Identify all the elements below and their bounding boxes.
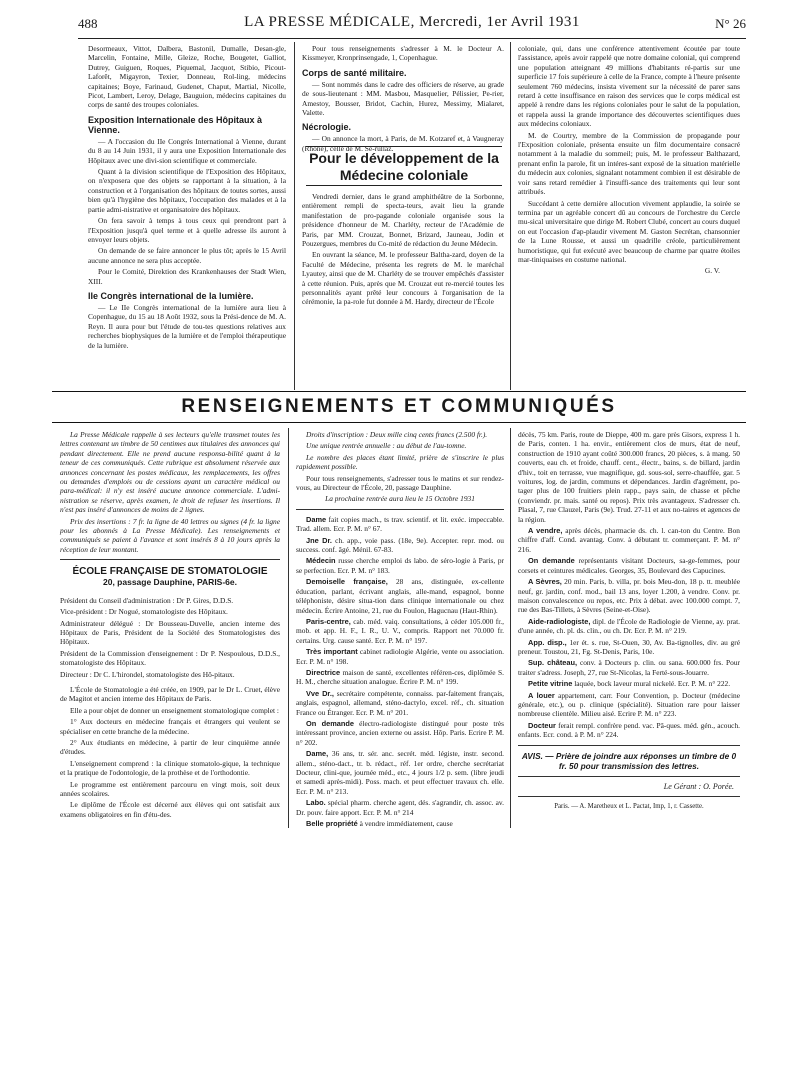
- ad-text: 28 ans, distinguée, ex-cellente éducation, parlant, écrivant anglais, alle-mand, espagnol, bonne téléphoniste, désire situa-tion dans clinique internationale ou chez médecin. Écrire Antoine, 21, rue du Foulon, Hagucnau (Haut-Rhin).: [296, 577, 504, 615]
- ad-text: décès, 75 km. Paris, route de Dieppe, 400 m. gare près Gisors, express 1 h. de Paris, conten. 1 ha. envir., entièrement clos de murs, état de neuf, construction de 1910 ayant coûté 300.000 francs, 20 pièces, s. à mang. 50 couverts, eau ch. et froide, chauff. cent., électr., bains, s. de billard, jardin d'hiv., toit en terrasse, vue magnifique, gd. sous-sol, serre-chauffée, gar. 5 voitures, log. de jardin, communs et dépendances. Jardin d'agrément, po-tager plus de 100 fruitiers plein rapp., pays sain, de chasse et pêche (conviendr. pr. mais. santé ou repos). Prix très avantageux. S'adresser ch. Plasal, 7, rue Clauzel, Paris (9e). Trud. 27-11 et aux no-taires et agences de la région.: [518, 430, 740, 524]
- paragraph: — Le IIe Congrès international de la lumière aura lieu à Copenhague, du 15 au 18 Août 1932, sous la Prési-dence de M. A. Reyn. Il aura pour but l'étude de tou-tes questions relatives aux recherches biophysiques de la lumière et de l'emploi thérapeutique de la lumière.: [88, 302, 286, 350]
- paragraph: — A l'occasion du IIe Congrès International à Vienne, durant du 8 au 14 Juin 1931, il y aura une Exposition Internationale des Hôpitaux avec une divi-sion scientifique et commerciale.: [88, 136, 286, 165]
- admin-line: Directeur : Dr C. L'hirondel, stomatologiste des Hô-pitaux.: [60, 669, 235, 679]
- paragraph: — On annonce la mort, à Paris, de M. Kotzaref et, à Vaugneray (Rhône), celle de M. Se-rullaz.: [302, 134, 504, 153]
- ad-text: conv. à Docteurs p. clin. ou sana. 600.000 frs. Pour traiter s'adress. Joseph, 27, rue St-Nicolas, la Ferté-sous-Jouarre.: [518, 658, 740, 677]
- ad-keyword: Demoiselle française,: [306, 577, 388, 587]
- ad-text: maison de santé, excellentes référen-ces, diplômée S. H. M., cherche situation analogue. Écrire P. M. n° 199.: [296, 667, 504, 687]
- ad-text: 1er ét. s. rue, St-Ouen, 30, Av. Ba-tignolles, div. au gré preneur. Toustou, 21, Fg. St-Denis, Paris, 10e.: [518, 637, 740, 656]
- paragraph: Droits d'inscription : Deux mille cinq cents francs (2.500 fr.).: [306, 430, 488, 439]
- ad-text: après décès, pharmacie ds. ch. l. can-ton du Centre. Bon chiffre d'aff. Cond. avantag. Conv. à débutant tr. commerçant. P. M. n° 216.: [518, 526, 740, 554]
- ad-keyword: On demande: [306, 718, 355, 728]
- ad-keyword: Dame,: [306, 749, 329, 759]
- ad-keyword: Dame: [306, 514, 327, 524]
- ad-text: appartement, carr. Four Convention, p. Docteur (médecine générale, etc.), ou p. clinique (spécialité). Situation rare pour laisser nombreuse clientèle. Milieu aisé. Ecrire P. M. n° 223.: [518, 690, 740, 719]
- ad-text: russe cherche emploi ds labo. de séro-logie à Paris, pr se perfection. Ecr. P. M. n° 183.: [296, 556, 504, 575]
- classified-ad: [296, 577, 504, 615]
- ad-keyword: Jne Dr.: [306, 535, 332, 545]
- ad-keyword: Vve Dr.,: [306, 688, 334, 698]
- section-rule-top: [52, 391, 746, 392]
- section-banner: RENSEIGNEMENTS ET COMMUNIQUÉS: [181, 396, 617, 417]
- issue-number: N° 26: [715, 16, 746, 31]
- classified-ad: [296, 617, 504, 645]
- ad-text: électro-radiologiste distingué pour poste très intéressant province, ancien externe ou assist. Hôp. Paris. Ecrire P. M. n° 202.: [296, 718, 504, 747]
- ad-keyword: App. disp.,: [528, 637, 567, 647]
- paragraph: Pour le Comité, Direktion des Krankenhauses der Stadt Wien, XIII.: [88, 267, 286, 286]
- classified-ad: [296, 556, 504, 575]
- lower-column-3: [518, 430, 740, 830]
- ad-keyword: Belle propriété: [306, 819, 358, 829]
- paragraph: coloniale, qui, dans une conférence attentivement écoutée par toute l'assistance, après avoir rappelé que notre domaine colonial, qui comprend une population atteignant 49 millions d'habitants ré-partis sur une superficie 17 fois supérieure à celle de la France, compte à l'heure présente seulement 760 médecins, insista vivement sur la nécessité de parer sans retard à cette insuffisance en raison des services que le corps médical est appelé à rendre dans les régions coloniales pour le salut de la population, et rappela aussi la grande importance des découvertes scientifiques dues aux médecins coloniaux.: [518, 44, 740, 129]
- ad-text: laquée, bock laveur mural nickelé. Ecr. P. M. n° 222.: [574, 679, 731, 689]
- upper-column-2-top: [302, 44, 504, 153]
- paragraph: L'enseignement comprend : la clinique stomatolo-gique, la technique et la pratique de l'odontologie, de la prothèse et de l'orthodontie.: [60, 758, 280, 778]
- gerant-line: Le Gérant : O. Porée.: [663, 781, 734, 791]
- admin-line: Administrateur délégué : Dr Bousseau-Duvelle, ancien interne des Hôpitaux de Paris, Président de la Société des Stomatologistes des Hôpitaux.: [60, 618, 280, 647]
- admin-line: Président de la Commission d'enseignement : Dr P. Nespoulous, D.D.S., stomatologiste des Hôpitaux.: [60, 648, 280, 668]
- section-heading-exposition: Exposition Internationale des Hôpitaux à Vienne.: [88, 114, 263, 135]
- paragraph: Le programme est entièrement parcouru en vingt mois, soit deux années scolaires.: [60, 779, 280, 798]
- notice-intro: La Presse Médicale rappelle à ses lecteurs qu'elle transmet toutes les lettres contenant un timbre de 50 centimes aux titulaires des annonces qui pendant directement. Elle ne prend aucune responsa-bilité quant à la teneur de ces communiqués. Cette rubrique est absolument réservée aux annonces concernant les postes médicaux, les remplacements, les offres ou demandes d'emplois ou de cessions ayant un caractère médical ou para-médical: il n'y est inséré aucune annonce commerciale. L'admi-nistration se réserve, après examen, le droit de refuser les insertions. Il n'est pas inséré d'annonces de moins de 2 lignes.: [60, 430, 280, 515]
- classified-ad: [296, 719, 504, 747]
- section-rule-bottom: [52, 422, 746, 423]
- journal-title: LA PRESSE MÉDICALE, Mercredi, 1er Avril 1931: [244, 14, 580, 30]
- paragraph: Une unique rentrée annuelle : au début de l'au-tomne.: [306, 441, 467, 451]
- ad-text: dipl. de l'École de Radiologie de Vienne, ay. prat. d'une année, ch. pl. ds. clin., ou ch. Dr. Ecr. P. M. n° 219.: [518, 616, 740, 636]
- classified-ad: [296, 668, 504, 687]
- article-title: Pour le développement de la Médecine coloniale: [309, 150, 499, 183]
- classified-ad: [296, 647, 504, 666]
- paragraph: M. de Courtry, membre de la Commission de propagande pour l'Exposition coloniale, présenta ensuite un film documentaire consacré notamment à la maladie du sommeil; puis, M. le professeur Balthazard, prenant enfin la parole, fit un intéres-sant exposé de la situation matérielle du médecin aux colonies, signalant notamment combien il est désirable de voir sans retard remédier à l'insuffi-sance des traitements qui leur sont attribués.: [518, 130, 740, 197]
- lower-column-1: [60, 430, 280, 830]
- ad-text: fait copies mach., ts trav. scientif. et lit. exéc. impeccable. Trad. allem. Ecr. P. M. n° 67.: [296, 514, 504, 534]
- lower-column-2: [296, 430, 504, 830]
- separator: [60, 559, 280, 560]
- separator: [518, 776, 740, 777]
- paragraph: Elle a pour objet de donner un enseignement stomatologique complet :: [70, 705, 279, 715]
- article-title-box: [306, 146, 502, 186]
- admin-line: Président du Conseil d'administration : Dr P. Gires, D.D.S.: [60, 595, 234, 605]
- ad-text: secrétaire compétente, connaiss. par-faitement français, anglais, espagnol, allemand, sténo-dactylo, excel. réf., ch. situation France ou Étranger. Ecr. P. M. n° 201.: [296, 688, 504, 717]
- section-heading-corps-sante: Corps de santé militaire.: [302, 67, 407, 78]
- paragraph: Quant à la division scientifique de l'Exposition des Hôpitaux, on n'exposera que des objets se rapportant à la situation, à la construction et à l'organisation des hôpitaux de toutes sortes, aussi bien qu'à l'hygiène des hôpitaux, l'occupation des malades et à la partie admi-nistrative et organisatoire des hôpitaux.: [88, 167, 286, 214]
- classified-ad: [518, 679, 740, 688]
- notice-prices: Prix des insertions : 7 fr. la ligne de 40 lettres ou signes (4 fr. la ligne pour les abonnés à La Presse Médicale). Les renseignements et communiqués se paient à l'avance et sont insérés 8 à 10 jours après la réception de leur montant.: [60, 516, 280, 554]
- page-header: [78, 14, 746, 38]
- section-heading-congres-lumiere: IIe Congrès international de la lumière.: [88, 290, 254, 301]
- classified-ads-list: [518, 430, 740, 740]
- ad-keyword: Sup. château,: [528, 658, 578, 668]
- ad-keyword: Aide-radiologiste,: [528, 616, 591, 626]
- separator: [518, 796, 740, 797]
- ecole-title: ÉCOLE FRANÇAISE DE STOMATOLOGIE: [72, 566, 268, 578]
- column-rule: [510, 42, 511, 390]
- ad-text: 20 min. Paris, b. villa, pr. bois Meu-don, 18 p. tt. meublée neuf, gr. jardin, conf. mod., bail 13 ans, loyer 1.200, à vendre. Conv. pr. maison convalescence ou repos, etc. Prix à débat. avec 100.000 compt. 7, rue des Bas-Tillets, à Sèvres (Seine-et-Oise).: [518, 577, 740, 615]
- ad-text: à vendre immédiatement, cause: [359, 819, 453, 829]
- column-rule: [288, 428, 289, 828]
- classified-ad: [518, 721, 740, 740]
- rentree-date: La prochaine rentrée aura lieu le 15 Octobre 1931: [325, 494, 475, 504]
- classified-ad: [296, 689, 504, 717]
- ad-keyword: Médecin: [306, 556, 336, 566]
- ad-text: ferait rempl. confrère pend. vac. Pâ-ques. méd. gén., acouch. enfants. Ecr. cond. à P. M. n° 224.: [518, 720, 740, 740]
- paragraph: On fera savoir à temps à tous ceux qui prendront part à l'Exposition jusqu'à quel terme et à quelle adresse ils auront à envoyer leurs objets.: [88, 216, 286, 244]
- ad-text: représentants visitant Docteurs, sa-ge-femmes, pour corsets et ceintures médicales. Georges, 35, Boulevard des Capucines.: [518, 556, 740, 575]
- classified-ad: [296, 536, 504, 555]
- classified-ad: [518, 617, 740, 636]
- separator: [518, 745, 740, 746]
- ad-keyword: A louer: [528, 690, 555, 700]
- classified-ad: [518, 638, 740, 657]
- ecole-address: 20, passage Dauphine, PARIS-6e.: [103, 577, 237, 588]
- classified-ads-list: [296, 515, 504, 829]
- paragraph: Le nombre des places étant limité, prière de s'inscrire le plus rapidement possible.: [296, 452, 504, 472]
- paragraph: L'École de Stomatologie a été créée, en 1909, par le Dr L. Cruet, élève de Magitot et ancien interne des Hôpitaux de Paris.: [60, 684, 280, 704]
- paragraph: 1° Aux docteurs en médecine français et étrangers qui veulent se spécialiser en cette branche de la médecine.: [60, 717, 280, 736]
- ad-text: cabinet radiologie Algérie, vente ou association. Ecr. P. M. n° 198.: [296, 647, 504, 666]
- ad-text: cab. méd. vaiq. consultations, à céder 105.000 fr., mob. et app. H. F., I. R., U. V., compris. Rapport net 70.000 fr. certains. Urg. cause santé. Ecr. P. M. n° 197.: [296, 616, 504, 645]
- ad-keyword: On demande: [528, 556, 575, 566]
- column-rule: [294, 42, 295, 390]
- classified-ad: [296, 798, 504, 817]
- ad-keyword: A vendre,: [528, 526, 563, 536]
- classified-ad: [296, 819, 504, 828]
- signature: G. V.: [704, 266, 720, 276]
- paragraph: Succédant à cette dernière allocution vivement applaudie, la soirée se termina par un agréable concert dû au concours de l'orchestre du Cercle mu-sical universitaire que dirige M. Robert Clubé, concert au cours duquel on eut l'occasion d'ap-plaudir vivement M. Gaston Secrétan, chansonnier de la Lune Rousse, et aussi un quadrille créole, particulièrement humoristique, qui fut exécuté avec beaucoup de charme par quatre étoiles mar-tiniquaises en costume national.: [518, 198, 740, 264]
- paragraph: Pour tous renseignements, s'adresser tous le matins et sur rendez-vous, au Directeur de l'École, 20, passage Dauphine.: [296, 473, 504, 493]
- ad-text: ch. app., voie pass. (18e, 9e). Accepter. repr. mod. ou success. conf. âgé. Ménil. 67-83.: [296, 535, 504, 555]
- ad-keyword: Directrice: [306, 667, 341, 677]
- ad-text: spécial pharm. cherche agent, dés. s'agrandir, ch. assoc. av. Dr. pouv. faire apport. Ecr. P. M. n° 214: [296, 798, 504, 817]
- paragraph: En ouvrant la séance, M. le professeur Baltha-zard, doyen de la Faculté de Médecine, présenta les regrets de M. le maréchal Lyautey, ainsi que de M. Charléty de se trouver empêchés d'assister à cette réunion. Puis, après que M. Crouzat eut re-mercié toutes les personnalités ayant prêté leur concours à l'organisation de la cérémonie, la pa-role fut donnée à M. Hardy, directeur de l'École: [302, 250, 504, 307]
- ad-text: 36 ans, tr. sér. anc. secrét. méd. légiste, instr. second. allem., sténo-dact., tr. b. rédact., réf. 1er ordre, cherche secrétariat Docteur, clini-que, journée méd., etc., 4 jours 1/2 p. sem. (libre jeudi et samedi après-midi). Poss. mach. et peut effectuer travaux ch. elle. Ecr. P. M. n° 213.: [296, 749, 504, 796]
- paragraph: On demande de se faire annoncer le plus tôt; après le 15 Avril aucune annonce ne sera plus acceptée.: [88, 246, 286, 265]
- paragraph: Pour tous renseignements s'adresser à M. le Docteur A. Kissmeyer, Kronprinsengade, 1, Copenhague.: [302, 44, 504, 63]
- classified-ad: [518, 691, 740, 719]
- ad-keyword: Très important: [306, 647, 358, 657]
- classified-ad: [518, 658, 740, 677]
- paragraph: 2° Aux étudiants en médecine, à partir de leur cinquième année d'études.: [60, 737, 280, 757]
- classified-ad: [518, 577, 740, 615]
- upper-column-2-body: [302, 192, 504, 390]
- ad-keyword: Petite vitrine: [528, 679, 573, 689]
- ad-keyword: Docteur: [528, 720, 556, 730]
- printer-line: Paris. — A. Maretheux et L. Pactat, Imp, 1, r. Cassette.: [554, 803, 704, 810]
- classified-ad: [296, 749, 504, 796]
- list-nominations: Desormeaux, Vittot, Dalbera, Bastonil, Dumalle, Desan-gle, Marcelin, Fontaine, Mille, Gleize, Roche, Bougetet, Galliot, Dutrey, Guiguen, Roques, Piquemal, Jacquot, Stibio, Picout-Laforêt, Migayron, Texier, Donneau, Rol-ling, médecins capitaines; Boye, Farinaud, Gudenet, Chaput, Martial, Nicolle, Picot, Lambert, Leroy, Delage, Bauguion, médecins capitaines du corps de santé des troupes coloniales.: [88, 44, 286, 110]
- header-rule: [78, 38, 746, 39]
- avis-notice: AVIS. — Prière de joindre aux réponses un timbre de 0 fr. 50 pour transmission des lettres.: [521, 750, 737, 771]
- classified-ad: [518, 526, 740, 554]
- paragraph: Le diplôme de l'École est décerné aux élèves qui ont satisfait aux examens obligatoires en fin d'étu-des.: [60, 800, 280, 819]
- separator: [296, 509, 504, 510]
- column-rule: [510, 428, 511, 828]
- admin-line: Vice-président : Dr Nogué, stomatologiste des Hôpitaux.: [60, 607, 228, 617]
- classified-ad: [518, 430, 740, 524]
- ad-keyword: Labo.: [306, 798, 326, 808]
- upper-column-3: [518, 44, 740, 390]
- classified-ad: [296, 515, 504, 534]
- paragraph: — Sont nommés dans le cadre des officiers de réserve, au grade de sous-lieutenant : MM. Masbou, Masquelier, Pélissier, Pe-rier, Amestoy, Bousser, Bridot, Cachin, Hurez, Messimy, Mialaret, Valette.: [302, 79, 504, 118]
- paragraph: Vendredi dernier, dans le grand amphithéâtre de la Sorbonne, entièrement rempli de specta-teurs, avait lieu la grande manifestation de pro-pagande coloniale organisée sous la présidence d'honneur de M. Charléty, recteur de l'Académie de Paris, par MM. Crouzat, Bonnet, Brizard, Jauneau, Jodin et Pouzergues, membres du Co-mité de rédaction du Jeune Médecin.: [302, 192, 504, 249]
- ad-keyword: Paris-centre,: [306, 616, 351, 626]
- ad-keyword: A Sèvres,: [528, 577, 562, 587]
- classified-ad: [518, 556, 740, 575]
- section-heading-necrologie: Nécrologie.: [302, 122, 352, 133]
- upper-column-1: [88, 44, 286, 390]
- page-number: 488: [78, 16, 98, 31]
